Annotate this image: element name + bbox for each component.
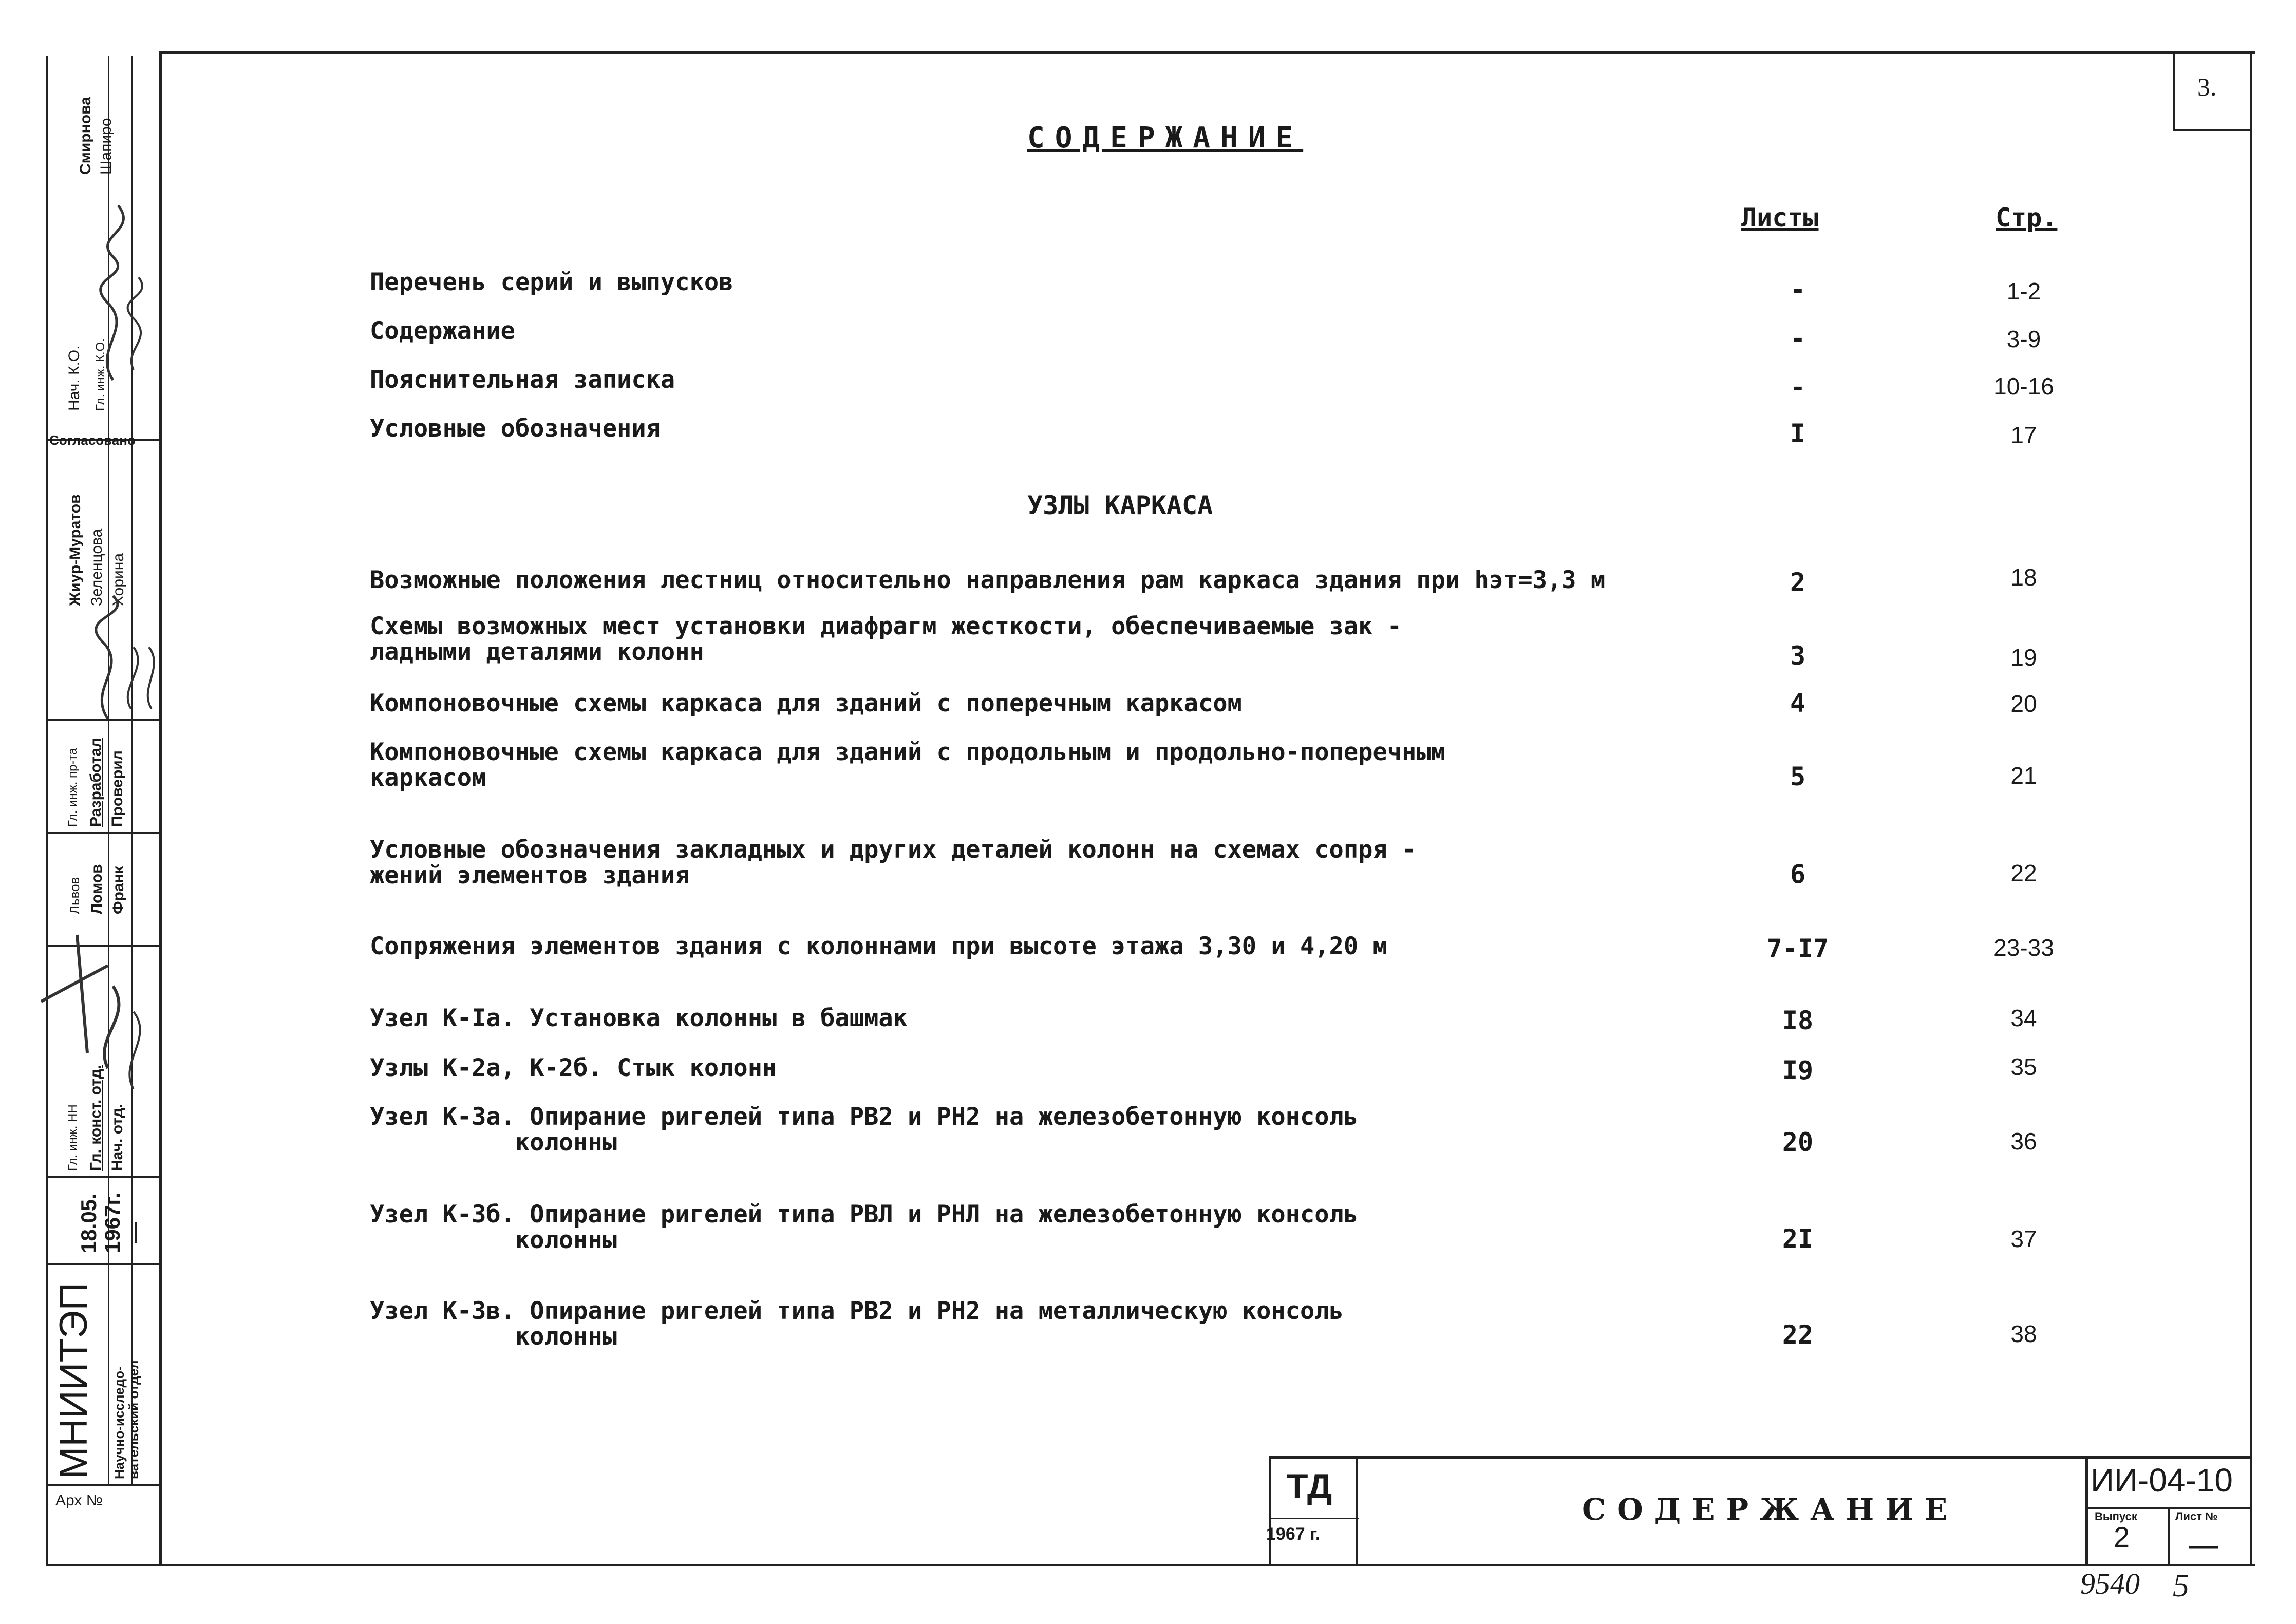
sidebar-org: МНИИТЭП bbox=[52, 1282, 96, 1479]
toc-item-sheet: - bbox=[1790, 324, 1806, 353]
sidebar-arch: Арх № bbox=[55, 1492, 103, 1509]
toc-item-text: Сопряжения элементов здания с колоннами при высоте этажа 3,30 и 4,20 м bbox=[370, 932, 1387, 960]
sidebar-role: Разработал bbox=[87, 738, 104, 827]
sidebar-name: Львов bbox=[67, 877, 82, 914]
toc-item-text: Условные обозначения bbox=[370, 414, 661, 443]
sidebar-dept: Научно-исследо- вательский отдел bbox=[111, 1360, 141, 1479]
sidebar-dash bbox=[135, 1222, 137, 1243]
stamp-issue-label: Выпуск bbox=[2095, 1510, 2137, 1523]
toc-item-page: 20 bbox=[2010, 690, 2037, 717]
toc-item-page: 3-9 bbox=[2006, 326, 2041, 352]
stamp-sheet: — bbox=[2189, 1528, 2218, 1561]
toc-item-text: Узел К-3в. Опирание ригелей типа РВ2 и РН2 на металлическую консоль колонны bbox=[370, 1297, 1344, 1351]
sidebar-role: Гл. инж. К.О. bbox=[93, 338, 107, 411]
toc-item-page: 35 bbox=[2010, 1053, 2037, 1080]
section-heading: УЗЛЫ КАРКАСА bbox=[1027, 490, 1213, 520]
toc-item-page: 38 bbox=[2010, 1320, 2037, 1347]
stamp-top-line bbox=[1269, 1456, 2250, 1459]
stamp-divider bbox=[2168, 1507, 2170, 1566]
handwritten-page: 5 bbox=[2173, 1567, 2189, 1603]
toc-item-page: 17 bbox=[2010, 422, 2037, 448]
toc-item-sheet: 6 bbox=[1790, 859, 1806, 889]
toc-item-sheet: 22 bbox=[1782, 1320, 1814, 1350]
toc-item-text: Узел К-3а. Опирание ригелей типа РВ2 и РН2 на железобетонную консоль колонны bbox=[370, 1103, 1359, 1157]
page-number-box-left bbox=[2173, 51, 2175, 131]
toc-item-text: Компоновочные схемы каркаса для зданий с продольным и продольно-поперечным каркасом bbox=[370, 738, 1445, 792]
toc-item-page: 10-16 bbox=[1993, 373, 2054, 400]
sidebar-name: Смирнова bbox=[77, 97, 94, 175]
sidebar-agreed: Согласовано bbox=[49, 432, 136, 448]
sidebar-date: 18.05. 1967г. bbox=[77, 1192, 124, 1253]
sidebar-role: Нач. К.О. bbox=[66, 345, 83, 411]
toc-item-text: Узел К-Iа. Установка колонны в башмак bbox=[370, 1004, 908, 1032]
column-header-sheets: Листы bbox=[1741, 203, 1819, 233]
sidebar-name: Шапиро bbox=[98, 118, 115, 175]
toc-item-sheet: 5 bbox=[1790, 762, 1806, 791]
sidebar-row-line bbox=[46, 1176, 160, 1178]
toc-item-text: Узел К-3б. Опирание ригелей типа РВЛ и РНЛ на железобетонную консоль колонны bbox=[370, 1200, 1359, 1254]
sidebar-name: Жиур-Муратов bbox=[67, 494, 84, 606]
toc-item-page: 21 bbox=[2010, 762, 2037, 789]
toc-item-text: Узлы К-2а, К-2б. Стык колонн bbox=[370, 1054, 777, 1082]
stamp-sheet-label: Лист № bbox=[2175, 1510, 2218, 1523]
toc-item-text: Условные обозначения закладных и других деталей колонн на схемах сопря - жений элементов здания bbox=[370, 836, 1417, 890]
toc-item-sheet: 3 bbox=[1790, 641, 1806, 671]
sidebar-role: Гл. инж. пр-та bbox=[66, 748, 80, 827]
toc-item-sheet: I bbox=[1790, 419, 1806, 448]
handwritten-number: 9540 bbox=[2080, 1567, 2140, 1600]
toc-item-sheet: 2 bbox=[1790, 568, 1806, 597]
toc-item-sheet: 7-I7 bbox=[1766, 934, 1829, 964]
stamp-divider bbox=[1356, 1456, 1358, 1566]
sidebar-role: Проверил bbox=[109, 750, 126, 827]
stamp-divider bbox=[2085, 1456, 2088, 1566]
signature-scribbles bbox=[31, 62, 164, 1140]
toc-item-sheet: - bbox=[1790, 372, 1806, 402]
toc-item-page: 19 bbox=[2010, 644, 2037, 671]
toc-item-page: 18 bbox=[2010, 564, 2037, 591]
page-number: 3. bbox=[2197, 72, 2217, 101]
sidebar-role: Гл. конст. отд. bbox=[87, 1065, 104, 1171]
stamp-issue: 2 bbox=[2114, 1521, 2130, 1553]
toc-item-sheet: I8 bbox=[1782, 1006, 1814, 1035]
sidebar-role: Гл. инж. НН bbox=[66, 1104, 80, 1171]
top-border bbox=[159, 51, 2255, 54]
sidebar-role: Нач. отд. bbox=[109, 1104, 126, 1171]
toc-item-text: Схемы возможных мест установки диафрагм жесткости, обеспечиваемые зак - ладными деталями колонн bbox=[370, 612, 1402, 666]
stamp-title: СОДЕРЖАНИЕ bbox=[1582, 1492, 1959, 1527]
stamp-series: ИИ-04-10 bbox=[2091, 1462, 2233, 1499]
toc-item-page: 23-33 bbox=[1993, 934, 2054, 961]
toc-item-text: Компоновочные схемы каркаса для зданий с поперечным каркасом bbox=[370, 689, 1242, 717]
toc-item-text: Пояснительная записка bbox=[370, 366, 675, 394]
page-title: СОДЕРЖАНИЕ bbox=[1027, 121, 1304, 155]
toc-item-page: 22 bbox=[2010, 860, 2037, 886]
stamp-year: 1967 г. bbox=[1266, 1524, 1321, 1544]
toc-item-sheet: 2I bbox=[1782, 1224, 1814, 1254]
page-number-box-bottom bbox=[2173, 129, 2250, 131]
toc-item-page: 36 bbox=[2010, 1128, 2037, 1155]
toc-item-sheet: 4 bbox=[1790, 688, 1806, 718]
sidebar-name: Хорина bbox=[110, 553, 127, 606]
toc-item-text: Содержание bbox=[370, 317, 515, 345]
sidebar-row-line bbox=[46, 1263, 160, 1265]
column-header-pages: Стр. bbox=[1996, 203, 2058, 233]
toc-item-page: 37 bbox=[2010, 1225, 2037, 1252]
sidebar-name: Зеленцова bbox=[88, 528, 105, 606]
stamp-left-line bbox=[1269, 1456, 1271, 1566]
toc-item-text: Возможные положения лестниц относительно направления рам каркаса здания при hэт=3,3 м bbox=[370, 566, 1606, 594]
toc-item-sheet: I9 bbox=[1782, 1055, 1814, 1085]
sidebar-row-line bbox=[46, 1484, 160, 1486]
toc-item-page: 34 bbox=[2010, 1005, 2037, 1031]
sidebar-name: Франк bbox=[110, 866, 127, 914]
toc-item-sheet: 20 bbox=[1782, 1127, 1814, 1157]
toc-item-text: Перечень серий и выпусков bbox=[370, 268, 733, 296]
sidebar-name: Ломов bbox=[88, 864, 105, 914]
bottom-border bbox=[46, 1564, 2255, 1566]
toc-item-sheet: - bbox=[1790, 275, 1806, 305]
stamp-line bbox=[1269, 1518, 1359, 1519]
stamp-code: ТД bbox=[1287, 1467, 1332, 1506]
toc-item-page: 1-2 bbox=[2006, 278, 2041, 305]
